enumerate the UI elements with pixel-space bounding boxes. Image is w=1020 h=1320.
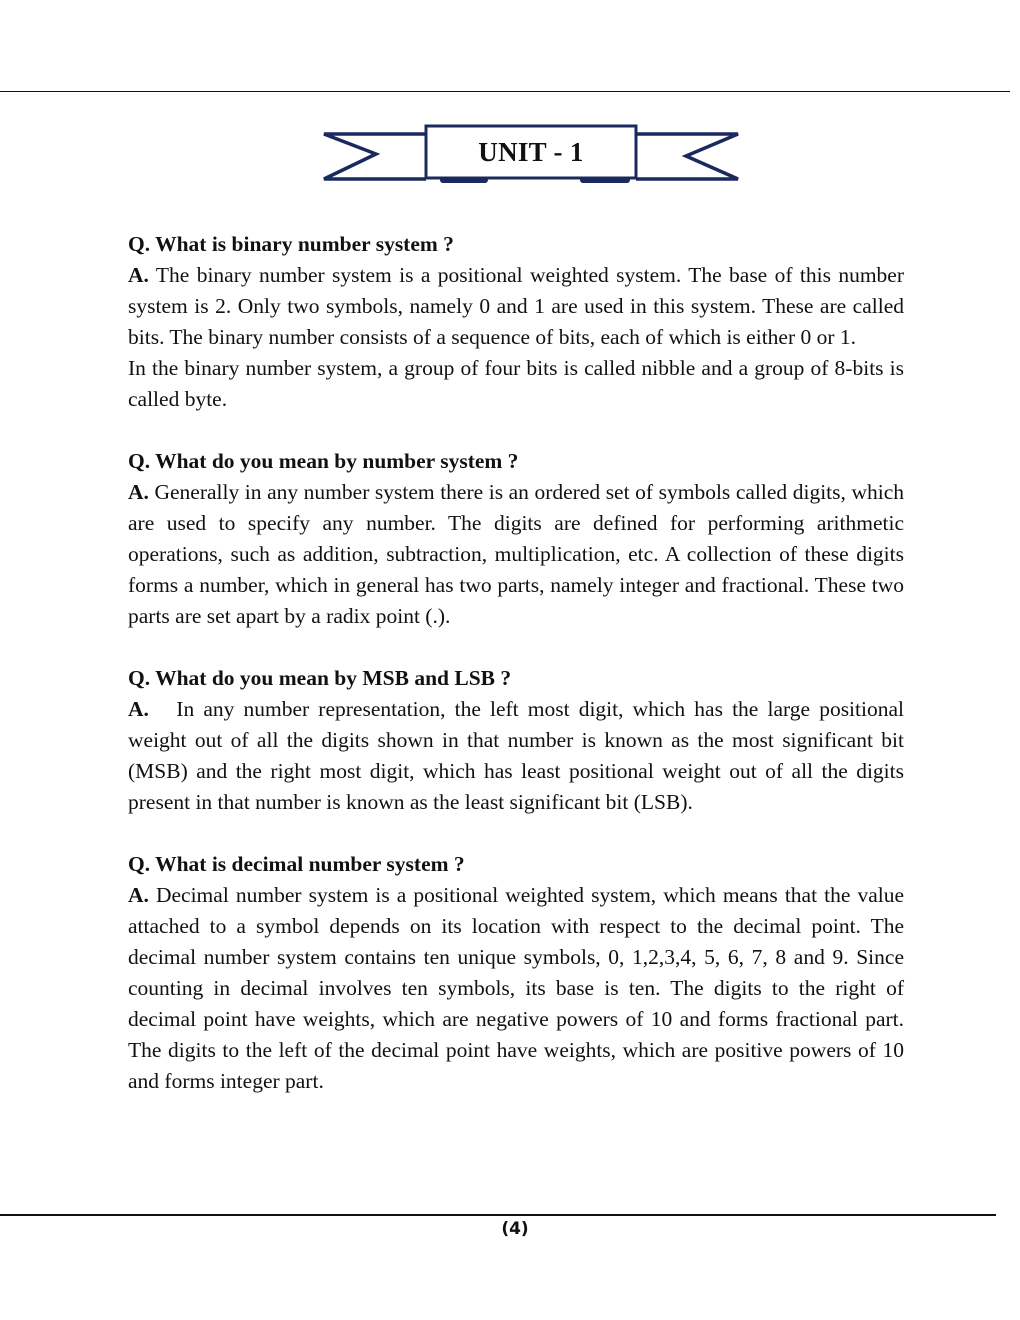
answer-prefix: A.: [128, 697, 149, 721]
bottom-divider: [0, 1214, 996, 1216]
answer-prefix: A.: [128, 480, 149, 504]
unit-title: UNIT - 1: [478, 137, 584, 167]
answer-prefix: A.: [128, 883, 149, 907]
answer-paragraph: In the binary number system, a group of four bits is called nibble and a group of 8-bits is called byte.: [128, 356, 904, 411]
question-heading: Q. What do you mean by number system ?: [128, 449, 519, 473]
qa-block-decimal: [128, 849, 904, 1097]
answer-text: The binary number system is a positional weighted system. The base of this number system is 2. Only two symbols, namely 0 and 1 are used in this system. These are called bits. The binary number consists of a sequence of bits, each of which is either 0 or 1.: [128, 263, 904, 349]
qa-content: [128, 229, 904, 1128]
answer-paragraph: [128, 880, 904, 1097]
page-number: (4): [501, 1219, 529, 1239]
answer-paragraph: [128, 694, 904, 818]
question-heading: Q. What do you mean by MSB and LSB ?: [128, 666, 512, 690]
qa-block-number-system: [128, 446, 904, 632]
answer-text: In any number representation, the left most digit, which has the large positional weight out of all the digits shown in that number is known as the most significant bit (MSB) and the right most digit, which has least positional weight out of all the digits present in that number is known as the least significant bit (LSB).: [128, 697, 904, 814]
top-divider: [0, 91, 1010, 92]
question-heading: Q. What is binary number system ?: [128, 232, 454, 256]
answer-prefix: A.: [128, 263, 149, 287]
answer-text: Generally in any number system there is an ordered set of symbols called digits, which are used to specify any number. The digits are defined for performing arithmetic operations, such as addition, subtraction, multiplication, etc. A collection of these digits forms a number, which in general has two parts, namely integer and fractional. These two parts are set apart by a radix point (.).: [128, 480, 905, 628]
answer-paragraph: [128, 477, 904, 632]
answer-text: Decimal number system is a positional weighted system, which means that the value attached to a symbol depends on its location with respect to the decimal point. The decimal number system contains ten unique symbols, 0, 1,2,3,4, 5, 6, 7, 8 and 9. Since counting in decimal involves ten symbols, its base is ten. The digits to the right of decimal point have weights, which are negative powers of 10 and forms fractional part. The digits to the left of the decimal point have weights, which are positive powers of 10 and forms integer part.: [128, 883, 904, 1093]
qa-block-binary: [128, 229, 904, 415]
unit-banner: [318, 122, 744, 188]
answer-paragraph: [128, 260, 904, 353]
qa-block-msb-lsb: [128, 663, 904, 818]
question-heading: Q. What is decimal number system ?: [128, 852, 465, 876]
